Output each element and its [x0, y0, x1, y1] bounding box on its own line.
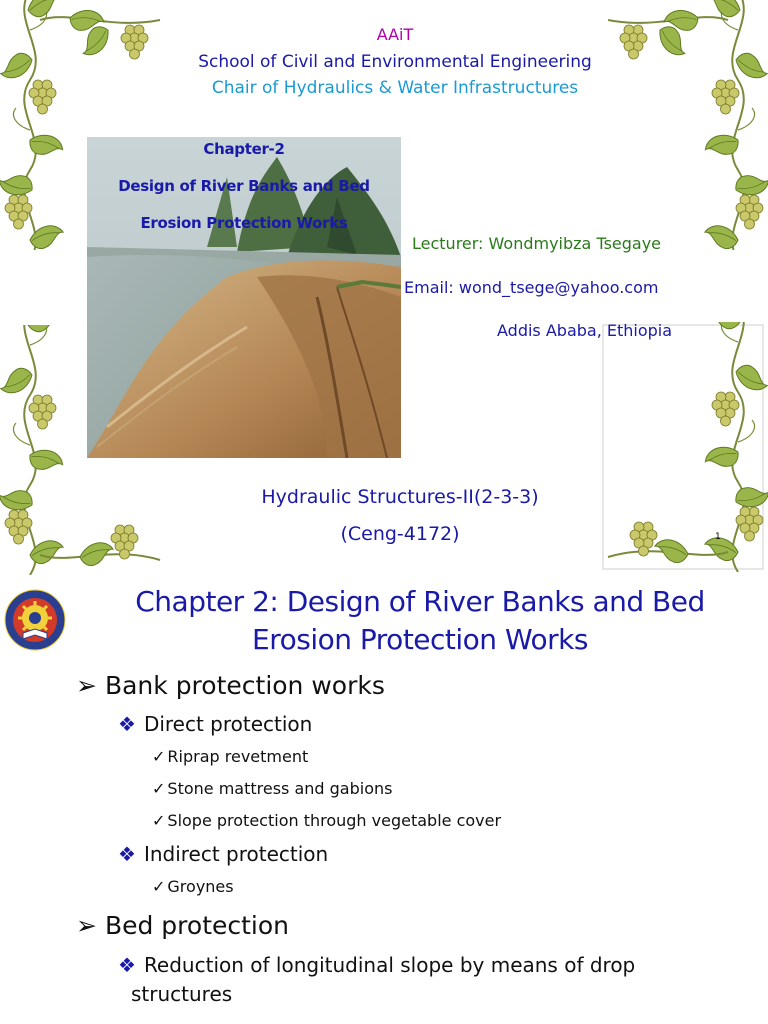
- list-item-bank-protection: ➢ Bank protection works: [76, 671, 385, 700]
- school-name: School of Civil and Environmental Engineering: [198, 52, 592, 72]
- course-code: (Ceng-4172): [340, 523, 460, 545]
- chair-name: Chair of Hydraulics & Water Infrastructures: [211, 78, 579, 98]
- check-bullet-icon: ✓: [152, 811, 166, 830]
- diamond-bullet-icon: ❖: [118, 842, 136, 866]
- list-item-indirect-protection: ❖ Indirect protection: [118, 842, 329, 866]
- list-item-bed-protection: ➢ Bed protection: [76, 911, 290, 940]
- slide-title-line-2: Erosion Protection Works: [252, 623, 588, 656]
- check-bullet-icon: ✓: [152, 877, 166, 896]
- lecturer-email: Email: wond_tsege@yahoo.com: [404, 278, 659, 297]
- chapter-title-line-1: Design of River Banks and Bed: [118, 177, 370, 195]
- list-item-direct-protection: ❖ Direct protection: [118, 712, 313, 736]
- check-bullet-icon: ✓: [152, 747, 166, 766]
- content-slide: [0, 575, 768, 1024]
- list-item-drop-structures-cont: structures: [131, 982, 233, 1006]
- list-item-groynes: ✓ Groynes: [152, 877, 234, 896]
- lecturer-name: Lecturer: Wondmyibza Tsegaye: [412, 234, 662, 253]
- list-item-drop-structures: ❖ Reduction of longitudinal slope by means of drop: [118, 953, 636, 977]
- list-item-vegetable-cover: ✓ Slope protection through vegetable cover: [152, 811, 502, 830]
- chapter-title-line-2: Erosion Protection Works: [140, 214, 348, 232]
- list-item-riprap: ✓ Riprap revetment: [152, 747, 309, 766]
- institution-name: AAiT: [376, 25, 414, 44]
- slide-title-line-1: Chapter 2: Design of River Banks and Bed: [135, 585, 705, 618]
- course-name: Hydraulic Structures-II(2-3-3): [261, 486, 539, 508]
- location: Addis Ababa, Ethiopia: [497, 321, 673, 340]
- check-bullet-icon: ✓: [152, 779, 166, 798]
- vine-ornament-bottom-right: [600, 322, 768, 572]
- slide-title: [75, 583, 765, 659]
- chapter-label: Chapter-2: [203, 140, 285, 158]
- list-item-stone-mattress: ✓ Stone mattress and gabions: [152, 779, 393, 798]
- diamond-bullet-icon: ❖: [118, 712, 136, 736]
- diamond-bullet-icon: ❖: [118, 953, 136, 977]
- arrow-bullet-icon: ➢: [76, 671, 97, 700]
- arrow-bullet-icon: ➢: [76, 911, 97, 940]
- university-seal-icon: [4, 589, 66, 651]
- page-number: 1: [715, 532, 721, 542]
